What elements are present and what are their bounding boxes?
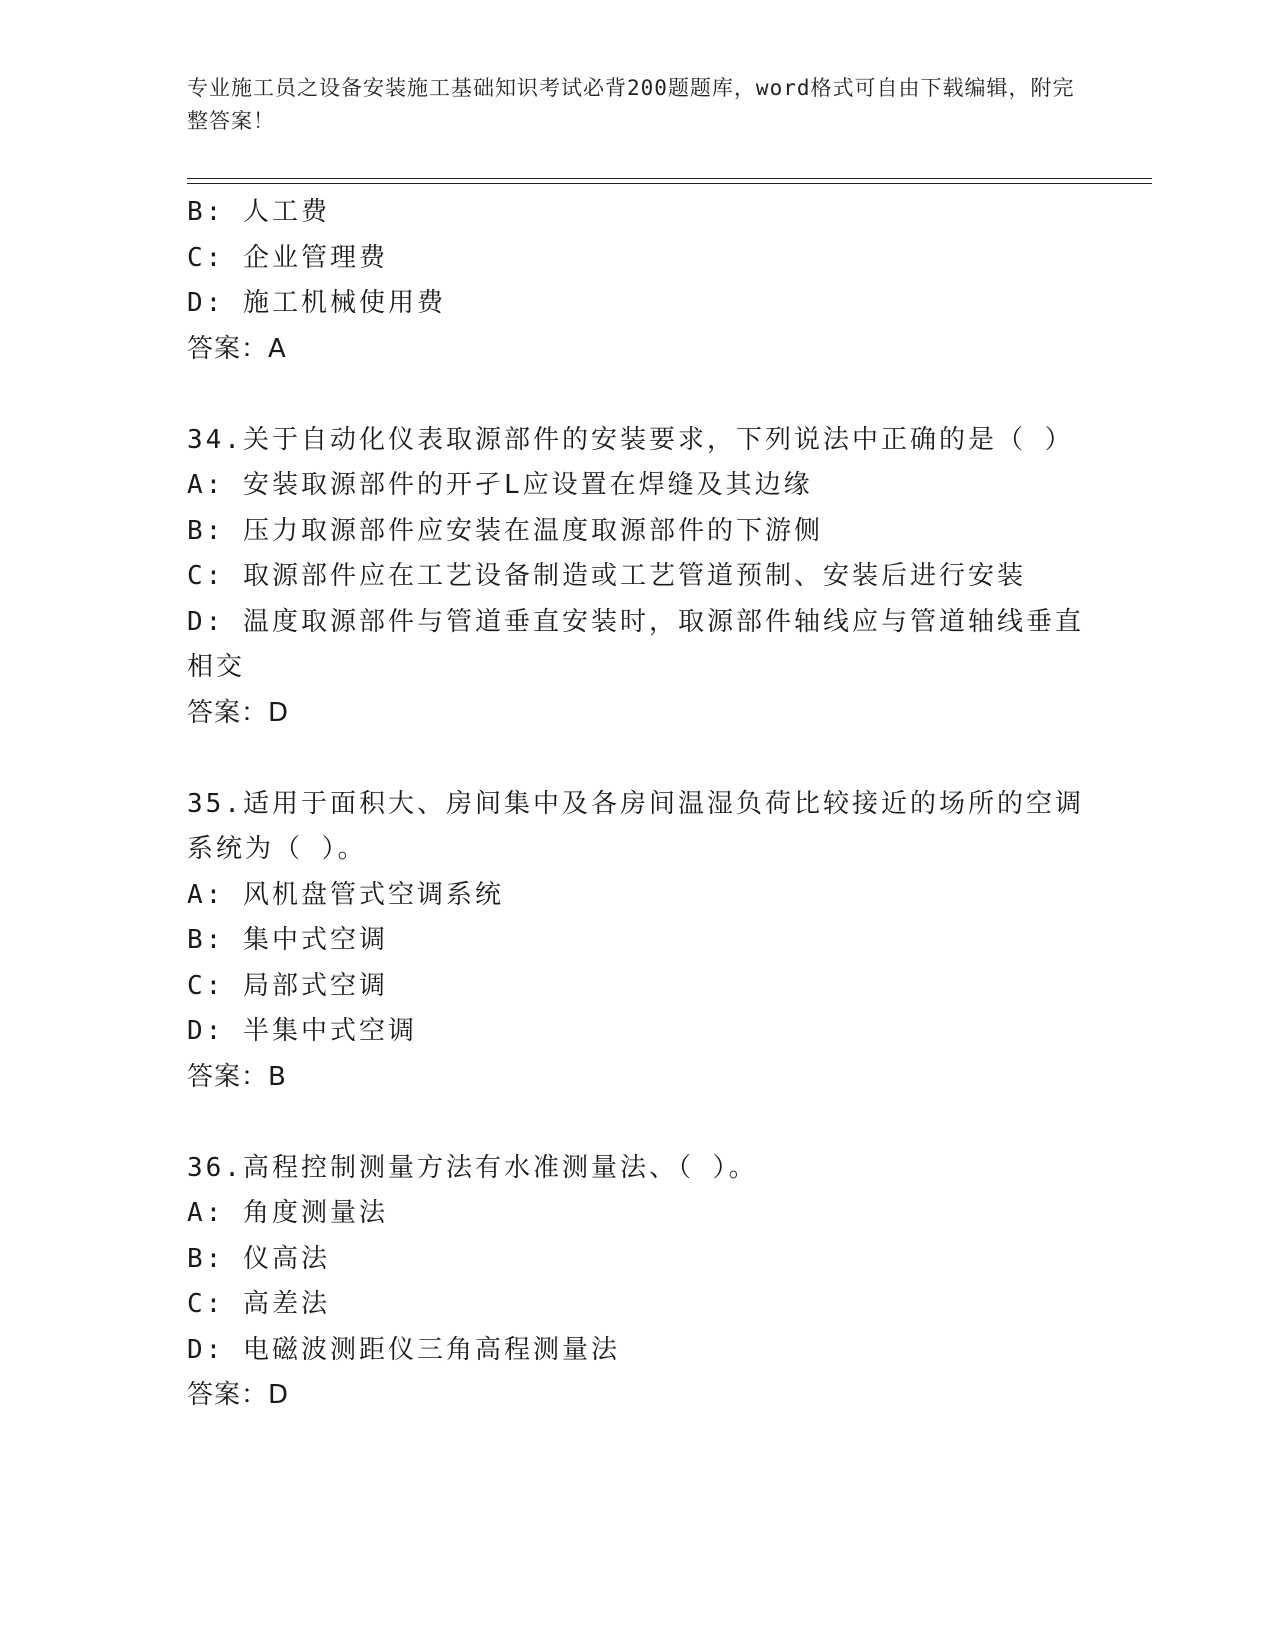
option-a: A: 角度测量法	[187, 1198, 388, 1228]
option-a: A: 安装取源部件的开孑L应设置在焊缝及其边缘	[187, 470, 813, 500]
option-c: C: 企业管理费	[187, 242, 388, 273]
question-stem: 34.关于自动化仪表取源部件的安装要求，下列说法中正确的是（ ）	[187, 424, 1074, 455]
answer-line: 答案：A	[187, 333, 287, 364]
spacer	[187, 736, 1087, 782]
option-b: B: 集中式空调	[187, 925, 388, 955]
option-d: D: 电磁波测距仪三角高程测量法	[187, 1334, 620, 1365]
option-a: A: 风机盘管式空调系统	[187, 879, 504, 910]
header-divider-top	[187, 178, 1152, 179]
answer-line: 答案：B	[187, 1061, 287, 1092]
option-b: B: 人工费	[187, 197, 330, 227]
question-35	[187, 782, 1087, 1101]
question-list	[187, 190, 1087, 1419]
option-c: C: 取源部件应在工艺设备制造或工艺管道预制、安装后进行安装	[187, 561, 1026, 591]
spacer	[187, 372, 1087, 418]
question-stem: 35.适用于面积大、房间集中及各房间温湿负荷比较接近的场所的空调系统为（ ）。	[187, 788, 1084, 864]
spacer	[187, 1100, 1087, 1146]
header-divider-bottom	[187, 183, 1152, 184]
answer-line: 答案：D	[187, 697, 290, 728]
question-36	[187, 1146, 1087, 1419]
answer-line: 答案：D	[187, 1380, 290, 1410]
question-34	[187, 418, 1087, 737]
option-c: C: 高差法	[187, 1289, 330, 1319]
document-header: 专业施工员之设备安装施工基础知识考试必背200题题库，word格式可自由下载编辑，附完整答案！	[187, 76, 1075, 133]
option-b: B: 压力取源部件应安装在温度取源部件的下游侧	[187, 515, 823, 546]
option-d: D: 施工机械使用费	[187, 288, 446, 318]
option-d: D: 温度取源部件与管道垂直安装时，取源部件轴线应与管道轴线垂直相交	[187, 606, 1084, 682]
question-stem: 36.高程控制测量方法有水准测量法、（ ）。	[187, 1152, 758, 1183]
question-33-continued	[187, 190, 1087, 372]
option-c: C: 局部式空调	[187, 970, 388, 1001]
option-b: B: 仪高法	[187, 1243, 330, 1274]
option-d: D: 半集中式空调	[187, 1016, 417, 1046]
